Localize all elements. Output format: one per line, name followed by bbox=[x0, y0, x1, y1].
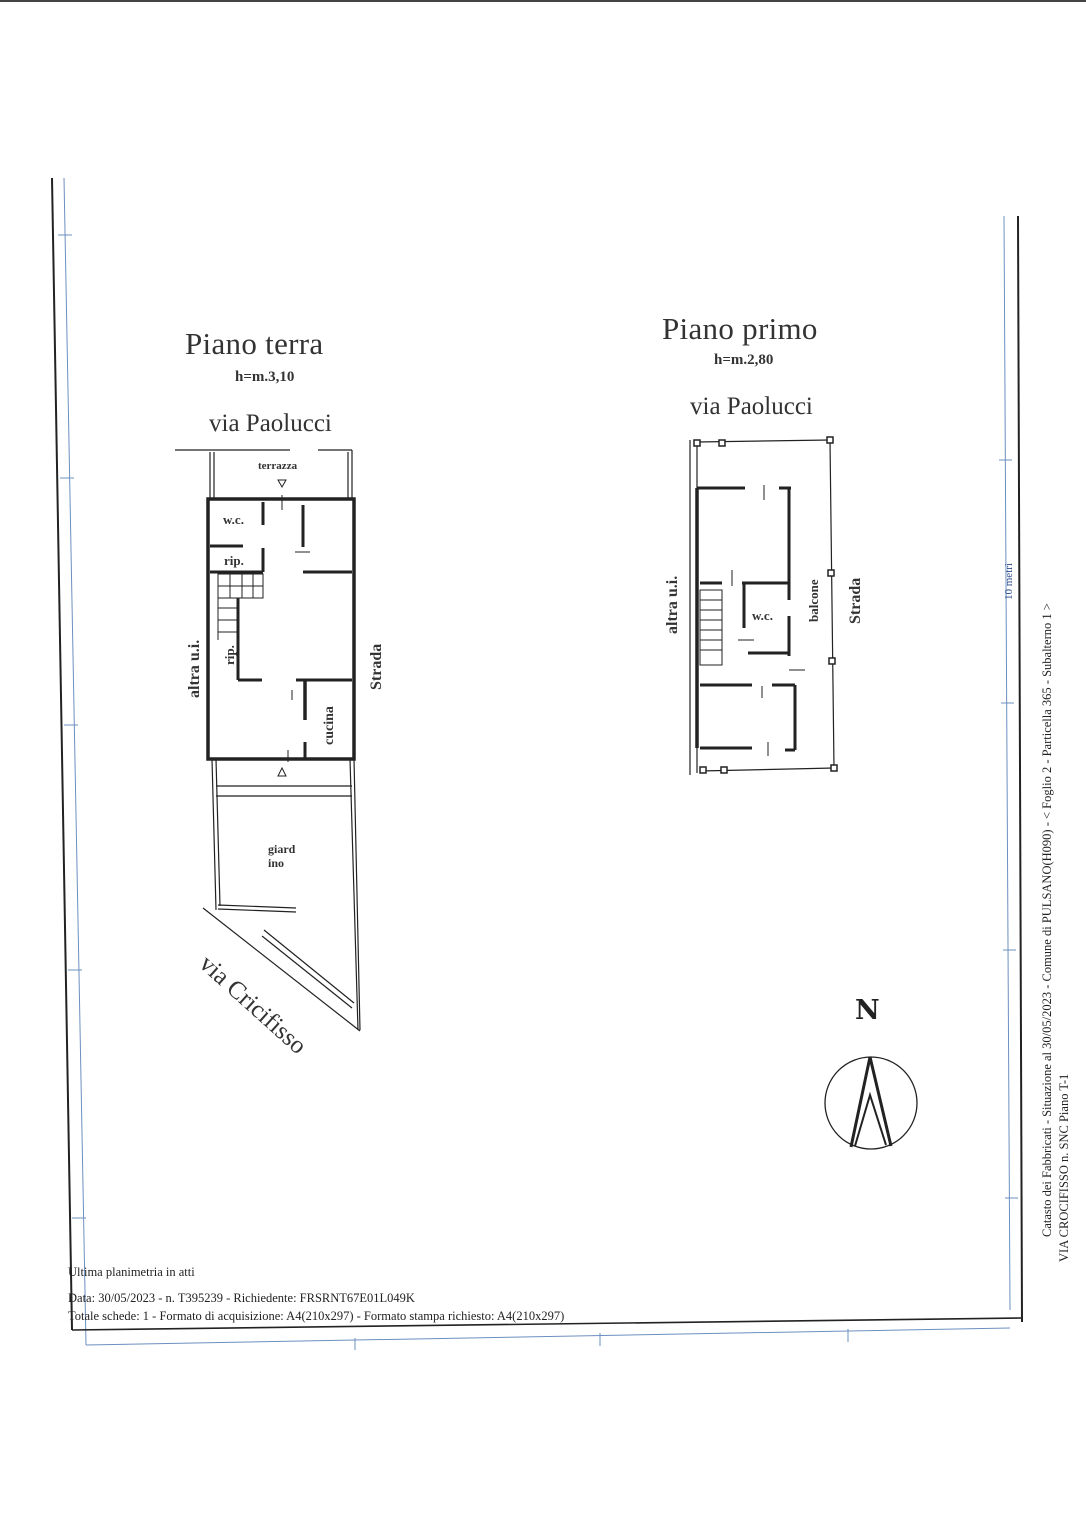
scale-label: 10 metri bbox=[1003, 563, 1015, 600]
first-floor-street-top: via Paolucci bbox=[690, 393, 813, 420]
first-floor-title: Piano primo bbox=[662, 311, 818, 346]
first-floor-height: h=m.2,80 bbox=[714, 352, 774, 368]
side-info-line2: VIA CROCIFISSO n. SNC Piano T-1 bbox=[1057, 1073, 1071, 1262]
footer-line1: Ultima planimetria in atti bbox=[68, 1265, 195, 1279]
room-label-giardino-1: giard bbox=[268, 842, 296, 856]
footer-line3: Totale schede: 1 - Formato di acquisizione: A4(210x297) - Formato stampa richiesto: A4(210x297) bbox=[68, 1309, 565, 1323]
first-floor-side-right: Strada bbox=[847, 577, 864, 624]
room-label-rip-stairs: rip. bbox=[222, 645, 237, 665]
ground-floor-title: Piano terra bbox=[185, 326, 324, 361]
ground-floor-side-left: altra u.i. bbox=[186, 639, 203, 698]
side-info-line1: Catasto dei Fabbricati - Situazione al 30/05/2023 - Comune di PULSANO(H090) - < Foglio 2 - Particella 365 - Subalterno 1 > bbox=[1040, 603, 1054, 1237]
north-label: N bbox=[855, 995, 880, 1026]
room-label-wc: w.c. bbox=[223, 512, 244, 527]
ground-floor-side-right: Strada bbox=[368, 643, 385, 690]
room-label-giardino-2: ino bbox=[268, 856, 285, 870]
room-label-balcone: balcone bbox=[806, 579, 821, 622]
room-label-terrazza: terrazza bbox=[258, 460, 298, 472]
room-label-cucina: cucina bbox=[322, 706, 337, 745]
ground-floor-street-bottom: via Cricifisso bbox=[193, 950, 312, 1060]
ground-floor-street-top: via Paolucci bbox=[209, 410, 332, 437]
first-floor-side-left: altra u.i. bbox=[664, 575, 681, 634]
room-label-rip: rip. bbox=[224, 553, 244, 568]
ground-floor-height: h=m.3,10 bbox=[235, 369, 295, 385]
footer-line2: Data: 30/05/2023 - n. T395239 - Richiedente: FRSRNT67E01L049K bbox=[68, 1291, 415, 1305]
room-label-wc-first: w.c. bbox=[752, 608, 773, 623]
north-arrow-icon bbox=[825, 1057, 917, 1149]
